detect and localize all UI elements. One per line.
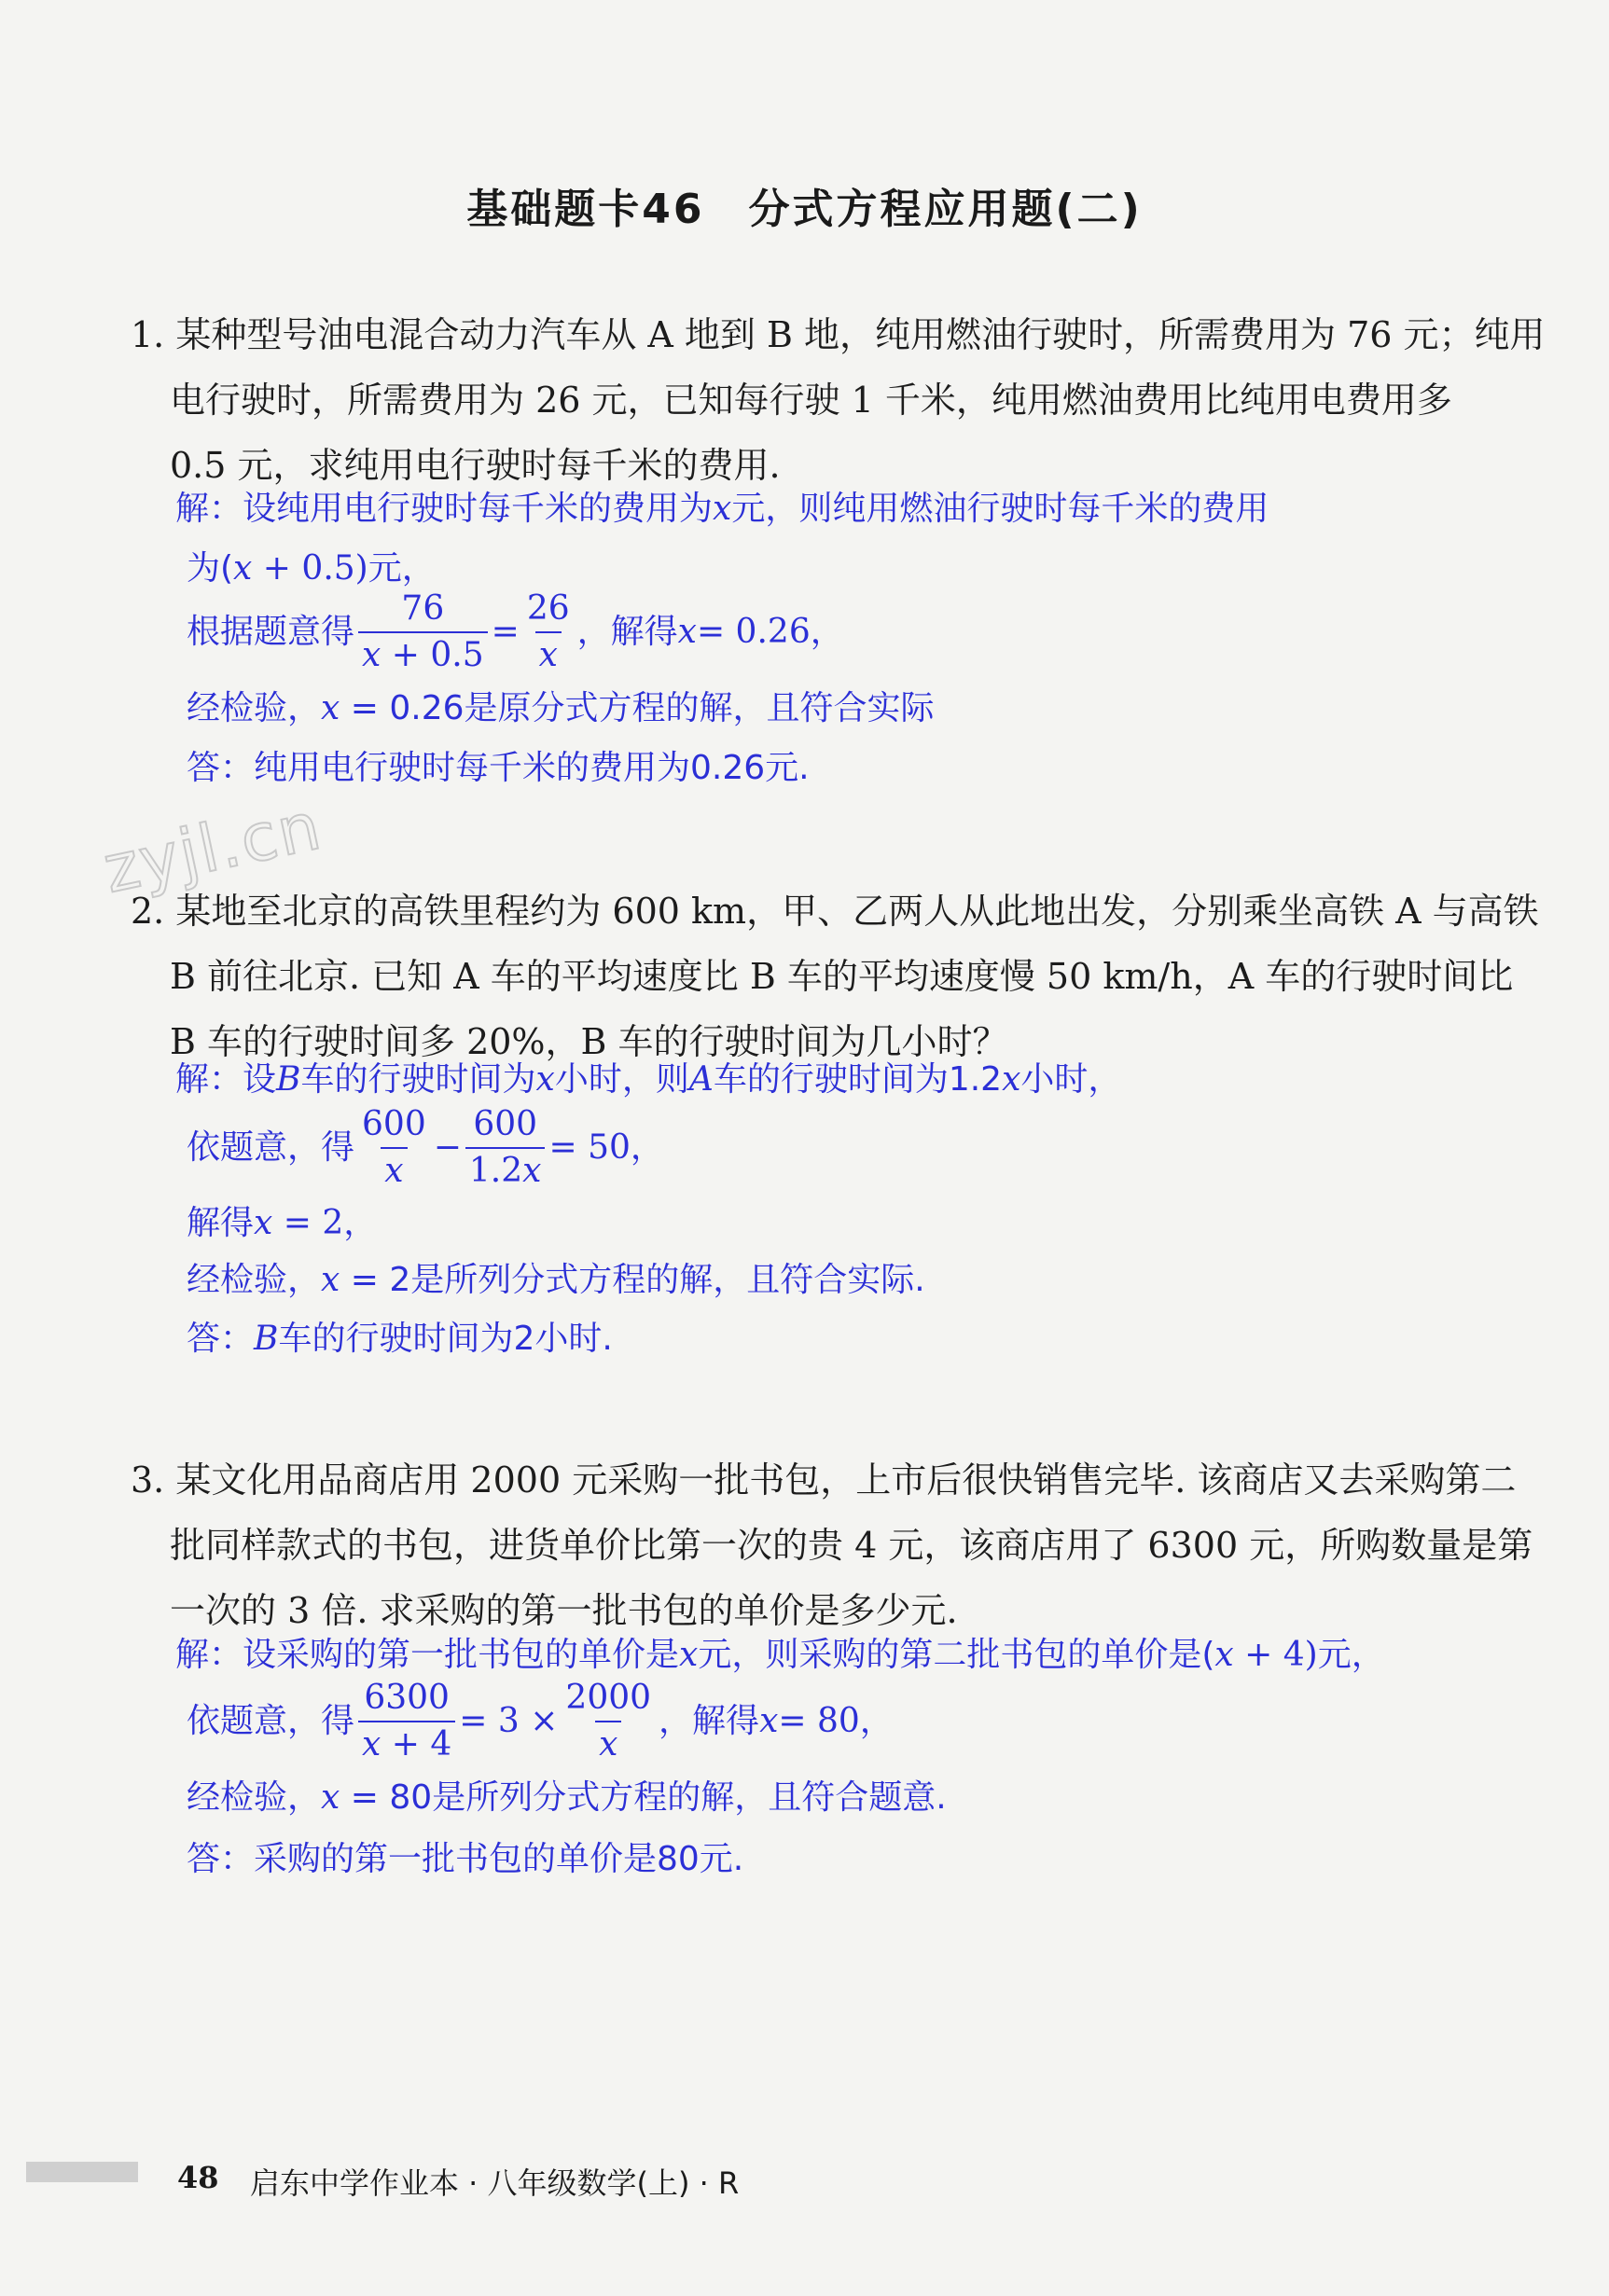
fraction (562, 1681, 655, 1762)
text: − (433, 1128, 462, 1167)
variable: x (384, 1152, 404, 1190)
variable: x (1214, 1636, 1234, 1674)
variable: x (713, 490, 732, 528)
text: + 4)元， (1233, 1636, 1385, 1674)
question-2-line-1: 2. 某地至北京的高铁里程约为 600 km，甲、乙两人从此地出发，分别乘坐高铁 A 与高铁 (131, 891, 1539, 932)
numerator: 2000 (565, 1679, 652, 1717)
variable: B (254, 1320, 279, 1358)
text: 解：设纯用电行驶时每千米的费用为 (175, 490, 714, 528)
question-1-line-3: 0.5 元，求纯用电行驶时每千米的费用. (170, 445, 781, 486)
answer-1-line-2 (187, 549, 436, 588)
text: 经检验， (187, 689, 322, 727)
question-1-line-2: 电行驶时，所需费用为 26 元，已知每行驶 1 千米，纯用燃油费用比纯用电费用多 (170, 380, 1452, 421)
variable: x (522, 1152, 542, 1190)
denominator (535, 631, 562, 672)
fraction (358, 589, 488, 674)
text: 依题意，得 (187, 1702, 355, 1740)
question-3-line-3: 一次的 3 倍. 求采购的第一批书包的单价是多少元. (170, 1590, 958, 1631)
denominator (381, 1147, 407, 1188)
denominator (358, 631, 488, 672)
numerator: 26 (526, 589, 570, 628)
page-title: 基础题卡46 分式方程应用题(二) (466, 186, 1143, 233)
answer-3-line-3 (187, 1778, 947, 1817)
footer-decoration-bar (26, 2162, 138, 2182)
variable: x (233, 549, 253, 588)
text: = 80， (778, 1702, 894, 1740)
text: 小时， (1020, 1060, 1122, 1099)
variable: x (1002, 1060, 1021, 1099)
watermark: zyjl.cn (97, 787, 329, 908)
answer-3-line-1 (175, 1636, 1385, 1674)
question-3-line-2: 批同样款式的书包，进货单价比第一次的贵 4 元，该商店用了 6300 元，所购数量是第 (170, 1525, 1533, 1566)
question-1-line-1: 1. 某种型号油电混合动力汽车从 A 地到 B 地，纯用燃油行驶时，所需费用为 76 元；纯用 (131, 314, 1546, 355)
question-2-line-2: B 前往北京. 已知 A 车的平均速度比 B 车的平均速度慢 50 km/h，A 车的行驶时间比 (170, 956, 1514, 997)
text: 车的行驶时间为 (300, 1060, 536, 1099)
variable: x (321, 1261, 340, 1299)
text: 解：设 (175, 1060, 277, 1099)
variable: x (535, 1060, 555, 1099)
answer-2-line-2 (187, 1105, 664, 1190)
text: ，解得 (576, 613, 678, 651)
variable: x (759, 1702, 779, 1740)
text: 经检验， (187, 1778, 322, 1817)
text: 元，则采购的第二批书包的单价是( (698, 1636, 1215, 1674)
variable: x (599, 1725, 618, 1763)
denominator (595, 1721, 621, 1762)
text: = 0.26是原分式方程的解，且符合实际 (340, 689, 935, 727)
text: + 0.5)元， (252, 549, 436, 588)
text: = 3 × (459, 1702, 559, 1740)
answer-1-line-3 (187, 589, 844, 674)
fraction (523, 589, 574, 674)
answer-2-line-4 (187, 1261, 925, 1299)
numerator: 600 (473, 1105, 538, 1143)
variable: x (254, 1204, 273, 1242)
fraction (465, 1105, 546, 1190)
text: 依题意，得 (187, 1128, 355, 1167)
text: = 2是所列分式方程的解，且符合实际. (340, 1261, 925, 1299)
text: = 80是所列分式方程的解，且符合题意. (340, 1778, 947, 1817)
variable: x (321, 689, 340, 727)
answer-1-line-4 (187, 689, 935, 727)
answer-2-line-3 (187, 1204, 378, 1242)
answer-3-line-4: 答：采购的第一批书包的单价是80元. (187, 1840, 744, 1878)
text: = 50， (548, 1128, 664, 1167)
variable: A (688, 1060, 714, 1099)
text: 元，则纯用燃油行驶时每千米的费用 (731, 490, 1269, 528)
denominator (358, 1721, 455, 1762)
answer-1-line-1 (175, 492, 1269, 526)
question-2-line-3: B 车的行驶时间多 20%，B 车的行驶时间为几小时？ (170, 1021, 1008, 1062)
text: 解：设采购的第一批书包的单价是 (175, 1636, 680, 1674)
numerator: 600 (362, 1105, 426, 1143)
fraction (358, 1105, 430, 1190)
text: 解得 (187, 1204, 255, 1242)
text: 车的行驶时间为2小时. (278, 1320, 613, 1358)
text: 小时，则 (554, 1060, 689, 1099)
variable: x (538, 636, 558, 674)
variable: x (362, 636, 381, 674)
denominator (465, 1147, 546, 1188)
text: = (491, 613, 520, 651)
text: ，解得 (659, 1702, 760, 1740)
text: = 0.26， (696, 613, 844, 651)
numerator: 76 (401, 589, 445, 628)
text: 答： (187, 1320, 255, 1358)
answer-3-line-2 (187, 1681, 894, 1762)
text: 1.2 (468, 1152, 523, 1190)
variable: x (679, 1636, 699, 1674)
page-number: 48 (177, 2160, 219, 2195)
text: 根据题意得 (187, 613, 355, 651)
answer-2-line-1 (175, 1060, 1122, 1099)
text: = 2， (272, 1204, 378, 1242)
text: + 0.5 (381, 636, 484, 674)
variable: B (276, 1060, 301, 1099)
answer-2-line-5 (187, 1322, 613, 1356)
answer-1-line-5: 答：纯用电行驶时每千米的费用为0.26元. (187, 749, 810, 787)
variable: x (677, 613, 697, 651)
book-title: 启东中学作业本 · 八年级数学(上) · R (250, 2165, 740, 2201)
question-3-line-1: 3. 某文化用品商店用 2000 元采购一批书包，上市后很快销售完毕. 该商店又去采购第二 (131, 1459, 1517, 1501)
text: + 4 (381, 1725, 452, 1763)
fraction (358, 1681, 455, 1762)
numerator: 6300 (364, 1679, 450, 1717)
text: 车的行驶时间为1.2 (713, 1060, 1003, 1099)
variable: x (321, 1778, 340, 1817)
text: 为( (187, 549, 234, 588)
variable: x (362, 1725, 381, 1763)
text: 经检验， (187, 1261, 322, 1299)
